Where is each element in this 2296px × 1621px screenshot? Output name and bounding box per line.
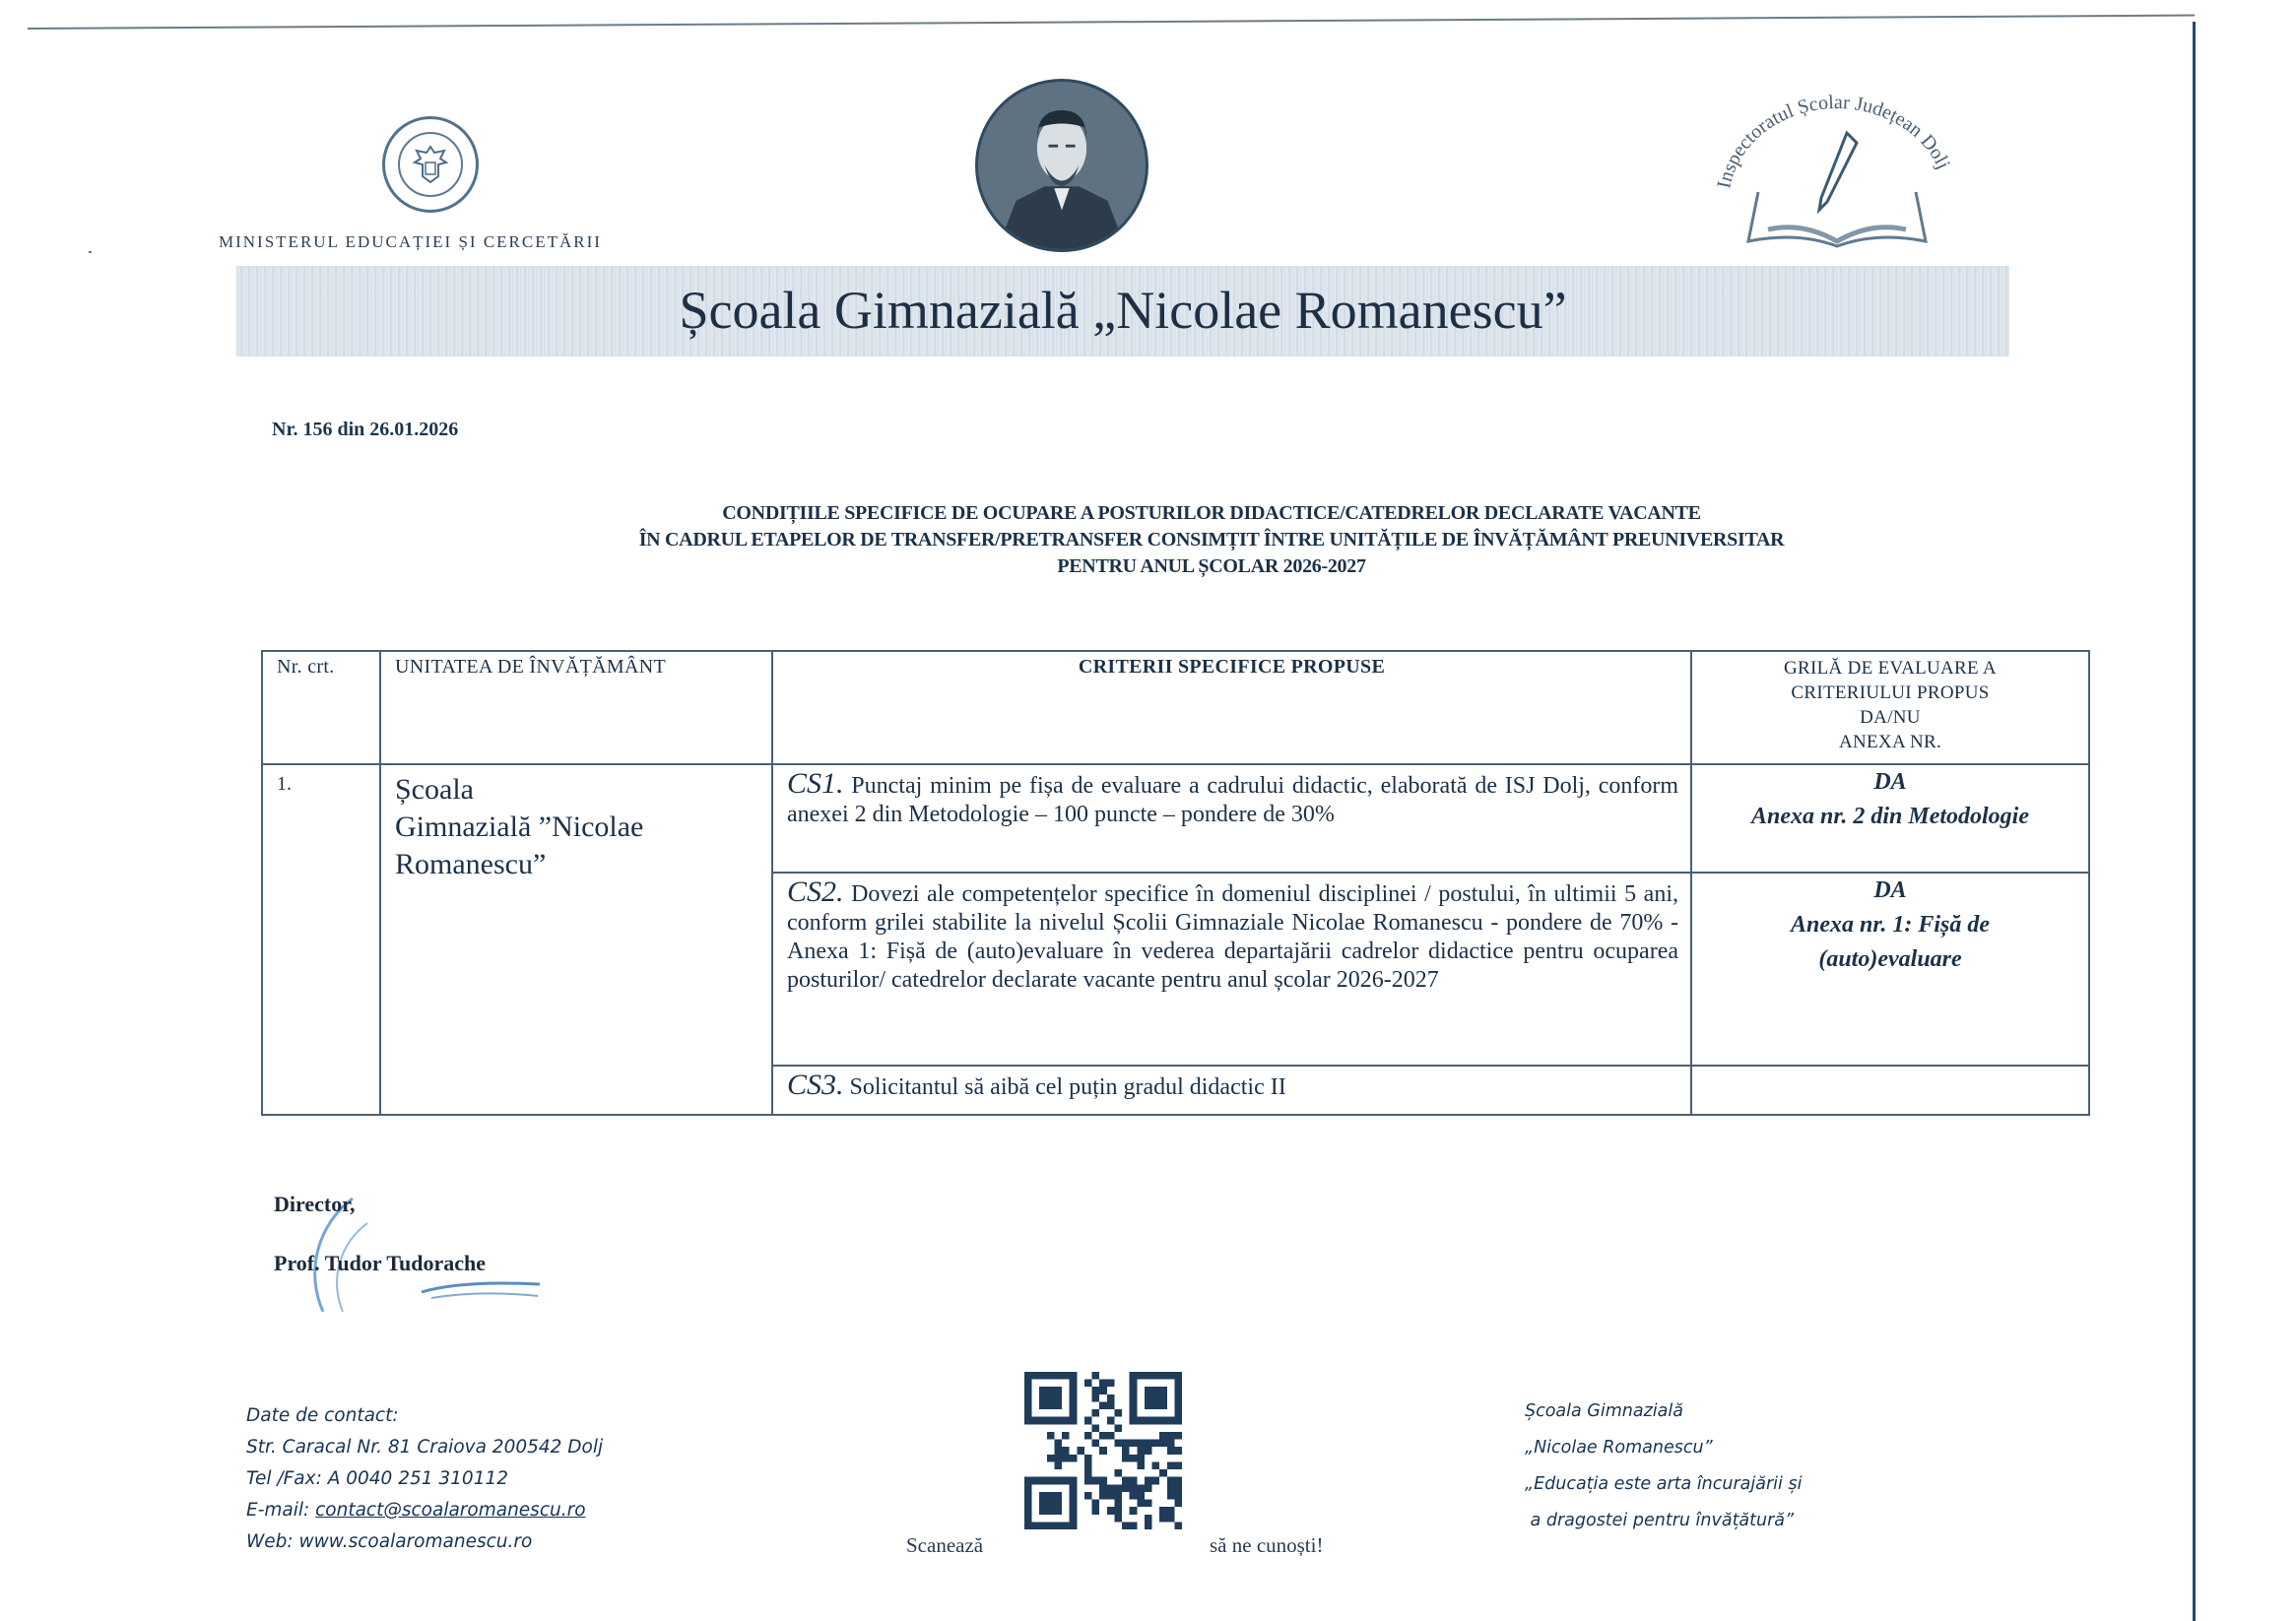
- email-label: E-mail:: [246, 1500, 316, 1521]
- unit-line: Romanescu”: [395, 848, 547, 880]
- isj-dolj-logo: [1689, 94, 1985, 251]
- heading-line: PENTRU ANUL ȘCOLAR 2026-2027: [1057, 555, 1366, 577]
- contact-title: Date de contact:: [246, 1405, 399, 1426]
- isj-logo-text: Inspectoratul Școlar Județean Dolj: [1713, 94, 1955, 191]
- heading-line: ÎN CADRUL ETAPELOR DE TRANSFER/PRETRANSFER CONSIMȚIT ÎNTRE UNITĂȚILE DE ÎNVĂȚĂMÂNT PREUNIVERSITAR: [638, 529, 1785, 551]
- criterion-code: CS3.: [787, 1069, 844, 1101]
- contact-email-line: [246, 1495, 603, 1526]
- email-link[interactable]: contact@scoalaromanescu.ro: [315, 1500, 586, 1521]
- contact-details: [246, 1400, 603, 1558]
- eagle-coat-of-arms-icon: [411, 143, 450, 186]
- ministry-name: MINISTERUL EDUCAȚIEI ȘI CERCETĂRII: [219, 232, 602, 251]
- contact-web[interactable]: Web: www.scoalaromanescu.ro: [246, 1531, 533, 1552]
- pen-icon: [1819, 133, 1857, 210]
- criterion-text: Solicitantul să aibă cel puțin gradul didactic II: [843, 1074, 1286, 1100]
- grid-answer: DA: [1873, 877, 1907, 903]
- criterion-text: Dovezi ale competențelor specifice în domeniul disciplinei / postului, în ultimii 5 ani, conform grilei stabilite la nivelul Școlii Gimnaziale Nicolae Romanescu - pondere de 70% - Anexa 1: Fișă de (auto)evaluare în vederea departajării cadrelor didactice pentru ocuparea posturilor/ catedrelor declarate vacante pentru anul școlar 2026-2027: [787, 881, 1678, 993]
- row-number: 1.: [262, 764, 380, 1115]
- scan-artifact: [89, 251, 92, 253]
- qr-code-icon[interactable]: [1024, 1372, 1182, 1529]
- header-grid: [1691, 651, 2089, 764]
- criterion-text: Punctaj minim pe fișa de evaluare a cadrului didactic, elaborată de ISJ Dolj, conform anexei 2 din Metodologie – 100 puncte – pondere de 30%: [787, 773, 1678, 827]
- criterion-cs2: [772, 873, 1691, 1066]
- criterion-code: CS1.: [787, 767, 844, 800]
- grid-annex: Anexa nr. 1: Fișă de: [1790, 912, 1991, 938]
- table-header-row: [262, 651, 2089, 764]
- motto-line: „Nicolae Romanescu”: [1525, 1438, 1713, 1458]
- nicolae-romanescu-portrait: [975, 79, 1148, 252]
- grid-cs2: [1691, 873, 2089, 1066]
- school-unit: [380, 764, 772, 1115]
- grid-annex: Anexa nr. 2 din Metodologie: [1750, 804, 2030, 829]
- unit-line: Școala: [395, 773, 474, 806]
- motto-line: a dragostei pentru învățătură”: [1525, 1511, 1795, 1530]
- motto-line: „Educația este arta încurajării și: [1525, 1474, 1803, 1494]
- grid-answer: DA: [1873, 769, 1907, 795]
- criterion-code: CS2.: [787, 875, 844, 908]
- document-number: Nr. 156 din 26.01.2026: [272, 419, 459, 440]
- grid-cs1: [1691, 764, 2089, 873]
- school-title: Școala Gimnazială „Nicolae Romanescu”: [679, 281, 1567, 340]
- government-seal-icon: [382, 116, 479, 213]
- header-grid-line: CRITERIULUI PROPUS: [1791, 682, 1990, 703]
- document-heading: [532, 500, 1891, 580]
- open-book-icon: [1748, 192, 1926, 246]
- contact-phone: Tel /Fax: A 0040 251 310112: [246, 1468, 509, 1489]
- header-nr: Nr. crt.: [262, 651, 380, 764]
- grid-cs3: [1691, 1066, 2089, 1115]
- criterion-cs3: [772, 1066, 1691, 1115]
- contact-address: Str. Caracal Nr. 81 Craiova 200542 Dolj: [246, 1437, 604, 1458]
- header-grid-line: DA/NU: [1860, 707, 1921, 728]
- page-right-edge: [2193, 22, 2196, 1621]
- signatory-name: Prof. Tudor Tudorache: [274, 1251, 486, 1275]
- table-row: [262, 764, 2089, 873]
- unit-line: Gimnazială ”Nicolae: [395, 810, 644, 843]
- school-motto: [1525, 1394, 1802, 1539]
- scan-caption-left: Scanează: [906, 1533, 984, 1557]
- criteria-table: [261, 650, 2090, 1116]
- header-criteria: CRITERII SPECIFICE PROPUSE: [772, 651, 1691, 764]
- scan-caption-right: să ne cunoști!: [1210, 1533, 1324, 1557]
- svg-text:Inspectoratul Școlar Județean: [1713, 94, 1954, 190]
- criterion-cs1: [772, 764, 1691, 873]
- heading-line: CONDIȚIILE SPECIFICE DE OCUPARE A POSTURILOR DIDACTICE/CATEDRELOR DECLARATE VACANTE: [722, 502, 1701, 524]
- header-grid-line: GRILĂ DE EVALUARE A: [1784, 658, 1997, 679]
- page-top-edge: [28, 15, 2195, 30]
- header-grid-line: ANEXA NR.: [1838, 732, 1942, 752]
- header-unit: UNITATEA DE ÎNVĂȚĂMÂNT: [380, 651, 772, 764]
- motto-line: Școala Gimnazială: [1525, 1401, 1683, 1421]
- signatory-role: Director,: [274, 1192, 356, 1216]
- grid-annex: (auto)evaluare: [1818, 946, 1962, 972]
